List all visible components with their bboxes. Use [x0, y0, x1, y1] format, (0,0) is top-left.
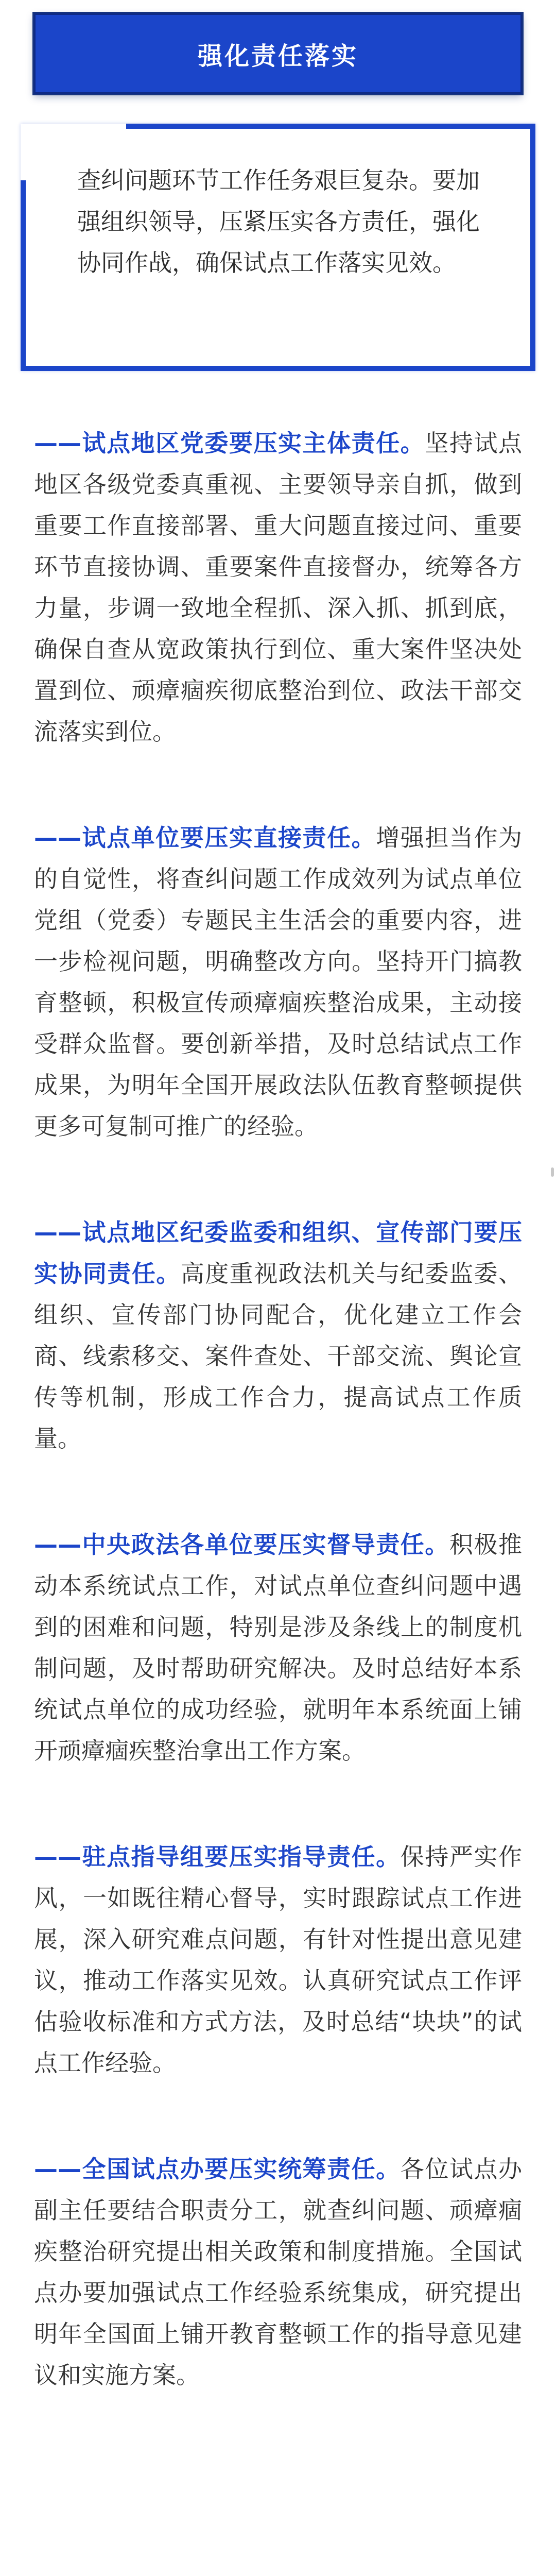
section-heading: ——中央政法各单位要压实督导责任。	[34, 1531, 449, 1558]
section-body: 高度重视政法机关与纪委监委、组织、宣传部门协同配合，优化建立工作会商、线索移交、案件查处、干部交流、舆论宣传等机制，形成工作合力，提高试点工作质量。	[34, 1260, 523, 1452]
section-guidance-group	[34, 1836, 522, 2083]
section-party-committee	[34, 422, 522, 752]
section-pilot-units	[34, 817, 522, 1147]
section-discipline-commission	[34, 1212, 522, 1459]
scrollbar-indicator[interactable]	[551, 1167, 554, 1177]
section-heading: ——试点单位要压实直接责任。	[34, 824, 376, 852]
section-national-office	[34, 2148, 522, 2396]
section-body: 保持严实作风，一如既往精心督导，实时跟踪试点工作进展，深入研究难点问题，有针对性提出意见建议，推动工作落实见效。认真研究试点工作评估验收标准和方式方法，及时总结“块块”的试点工作经验。	[34, 1843, 523, 2077]
article-body	[34, 422, 522, 2461]
section-central-units	[34, 1524, 522, 1771]
section-body: 增强担当作为的自觉性，将查纠问题工作成效列为试点单位党组（党委）专题民主生活会的重要内容，进一步检视问题，明确整改方向。坚持开门搞教育整顿，积极宣传顽瘴痼疾整治成果，主动接受群众监督。要创新举措，及时总结试点工作成果，为明年全国开展政法队伍教育整顿提供更多可复制可推广的经验。	[34, 824, 523, 1140]
summary-box	[21, 124, 535, 371]
title-banner	[34, 13, 522, 94]
summary-text: 查纠问题环节工作任务艰巨复杂。要加强组织领导，压紧压实各方责任，强化协同作战，确保试点工作落实见效。	[77, 166, 480, 277]
section-body: 各位试点办副主任要结合职责分工，就查纠问题、顽瘴痼疾整治研究提出相关政策和制度措施。全国试点办要加强试点工作经验系统集成，研究提出明年全国面上铺开教育整顿工作的指导意见建议和实施方案。	[34, 2155, 523, 2389]
section-heading: ——驻点指导组要压实指导责任。	[34, 1843, 401, 1871]
page-title: 强化责任落实	[197, 41, 358, 71]
section-heading: ——全国试点办要压实统筹责任。	[34, 2155, 401, 2183]
section-heading: ——试点地区党委要压实主体责任。	[34, 429, 425, 457]
section-body: 坚持试点地区各级党委真重视、主要领导亲自抓，做到重要工作直接部署、重大问题直接过问、重要环节直接协调、重要案件直接督办，统筹各方力量，步调一致地全程抓、深入抓、抓到底，确保自查从宽政策执行到位、重大案件坚决处置到位、顽瘴痼疾彻底整治到位、政法干部交流落实到位。	[34, 429, 523, 745]
section-body: 积极推动本系统试点工作，对试点单位查纠问题中遇到的困难和问题，特别是涉及条线上的制度机制问题，及时帮助研究解决。及时总结好本系统试点单位的成功经验，就明年本系统面上铺开顽瘴痼疾整治拿出工作方案。	[34, 1531, 523, 1765]
section-heading: ——试点地区纪委监委和组织、宣传部门要压实协同责任。	[34, 1218, 522, 1287]
